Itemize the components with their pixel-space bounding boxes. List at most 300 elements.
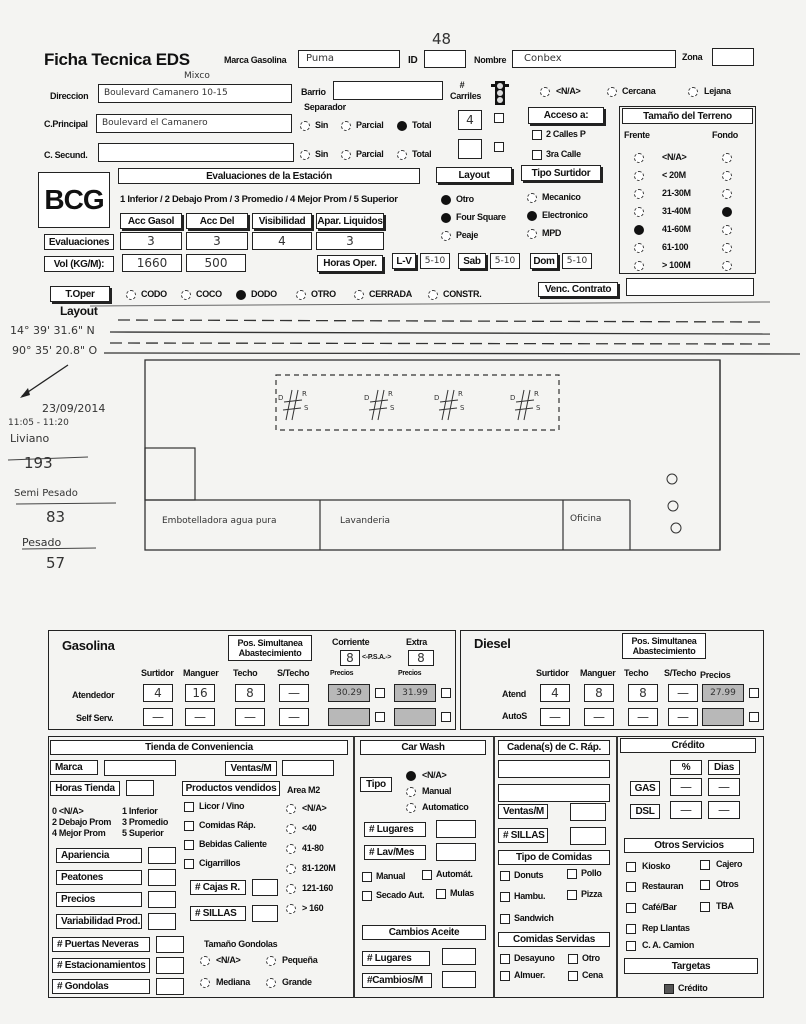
toper-label: T.Oper	[50, 286, 110, 302]
desayuno-check[interactable]	[500, 954, 510, 964]
hambu-check[interactable]	[500, 892, 510, 902]
acceso-3ra-check[interactable]	[532, 150, 542, 160]
sep2-total-label: Total	[412, 149, 432, 159]
gas-row2-text-1: —	[194, 710, 206, 724]
gas-row2-cell-3[interactable]	[279, 708, 309, 726]
diesel-col-1: Manguer	[580, 668, 616, 678]
eval-value-3[interactable]	[316, 232, 384, 250]
traffic-light-icon	[490, 80, 510, 108]
credito-gas-pct[interactable]: —	[670, 778, 702, 796]
carriles-value: 4	[466, 113, 474, 127]
cambios-title: Cambios Aceite	[362, 925, 486, 940]
tam-grande-radio[interactable]	[266, 978, 276, 988]
sketch-date: 23/09/2014	[42, 402, 106, 415]
nombre-label: Nombre	[474, 55, 507, 65]
lv-label: L-V	[392, 253, 416, 269]
cena-check[interactable]	[568, 971, 578, 981]
eval-value-text-2: 4	[278, 234, 286, 248]
venc-contrato-field[interactable]	[626, 278, 754, 296]
estacionamientos-field[interactable]	[156, 957, 184, 974]
eval-value-2[interactable]	[252, 232, 312, 250]
sandwich-label: Sandwich	[514, 913, 554, 923]
otro-servicio-label-4: Café/Bar	[642, 902, 677, 912]
gas-col-0: Surtidor	[141, 668, 174, 678]
sep1-sin-label: Sin	[315, 120, 329, 130]
otro-servicio-label-1: Cajero	[716, 859, 743, 869]
svg-text:S: S	[460, 404, 465, 412]
gondolas-label: # Gondolas	[52, 979, 150, 994]
carwash-mulas-label: Mulas	[450, 888, 475, 898]
layout-four-label: Four Square	[456, 212, 506, 222]
gas-price-corriente-text: 30.29	[336, 688, 362, 698]
terreno-fondo-radio-5[interactable]	[722, 243, 732, 253]
surtidor-electronico-radio[interactable]	[527, 211, 537, 221]
producto-label-2: Bebidas Caliente	[199, 839, 267, 849]
lv-text: 5-10	[424, 256, 446, 266]
terreno-frente-radio-2[interactable]	[634, 189, 644, 199]
terreno-frente-radio-3[interactable]	[634, 207, 644, 217]
corriente-value[interactable]	[340, 650, 360, 666]
gas-row1-check-extra[interactable]	[441, 688, 451, 698]
terreno-title: Tamaño del Terreno	[622, 108, 753, 124]
evaluaciones-title: Evaluaciones de la Estación	[118, 168, 420, 184]
diesel-pos-label: Pos. Simultanea Abastecimiento	[622, 633, 706, 659]
rating-field-3[interactable]	[148, 913, 176, 930]
desayuno-label: Desayuno	[514, 953, 555, 963]
otro-servicio-check-0[interactable]	[626, 862, 636, 872]
carwash-auto-label: Automatico	[422, 802, 469, 812]
comidas-servidas-title: Comidas Servidas	[498, 932, 610, 947]
building-oficina: Oficina	[570, 514, 602, 524]
pollo-check[interactable]	[567, 869, 577, 879]
extra-label: Extra	[406, 637, 428, 647]
direccion-label: Direccion	[50, 91, 89, 101]
gas-precios-label-2: Precios	[398, 670, 422, 677]
otro-servicio-check-6[interactable]	[626, 924, 636, 934]
layout-peaje-label: Peaje	[456, 230, 479, 240]
otro-servicio-check-1[interactable]	[700, 860, 710, 870]
donuts-label: Donuts	[514, 870, 544, 880]
carwash-secado-label: Secado Aut.	[376, 890, 425, 900]
tienda-horas-field[interactable]	[126, 780, 154, 796]
tam-na-radio[interactable]	[200, 956, 210, 966]
area-label-2: 41-80	[302, 843, 324, 853]
toper-radio-4[interactable]	[354, 290, 364, 300]
sep2-sin-radio[interactable]	[300, 150, 310, 160]
cadena-field-1[interactable]	[498, 760, 610, 778]
gas-row2-text-0: —	[152, 710, 164, 724]
carriles-label: # Carriles	[450, 80, 482, 101]
gas-row2-price-extra[interactable]	[394, 708, 436, 726]
producto-label-0: Licor / Vino	[199, 801, 245, 811]
scale-right-2: 5 Superior	[122, 828, 164, 838]
otro-servicio-label-2: Restauran	[642, 881, 684, 891]
vol-label: Vol (KG/M):	[44, 256, 114, 272]
gas-row1-price-extra[interactable]	[394, 684, 436, 702]
eval-value-0[interactable]	[120, 232, 182, 250]
gas-row1-label: Atendedor	[72, 690, 115, 700]
diesel-row1-text-2: 8	[639, 686, 647, 700]
terreno-frente-radio-0[interactable]	[634, 153, 644, 163]
diesel-row1-cell-2[interactable]	[628, 684, 658, 702]
producto-check-2[interactable]	[184, 840, 194, 850]
productos-title: Productos vendidos	[182, 781, 280, 796]
cadena-ventas-field[interactable]	[570, 803, 606, 821]
diesel-row2-price[interactable]	[702, 708, 744, 726]
terreno-option-label-5: 61-100	[662, 242, 689, 252]
svg-text:R: R	[534, 390, 539, 398]
cambios-mes-field[interactable]	[442, 971, 476, 988]
zona-field[interactable]	[712, 48, 754, 66]
carwash-title: Car Wash	[360, 740, 486, 755]
diesel-row1-check[interactable]	[749, 688, 759, 698]
toper-label-0: CODO	[141, 289, 167, 299]
extra-value[interactable]	[408, 650, 434, 666]
pump-island-1	[364, 390, 395, 420]
gas-row2-check-corriente[interactable]	[375, 712, 385, 722]
coord-lon: 90° 35' 20.8" O	[12, 344, 98, 357]
cadena-field-2[interactable]	[498, 784, 610, 802]
vol-gasol-value[interactable]	[122, 254, 182, 272]
carwash-manual-check-label: Manual	[376, 871, 406, 881]
tam-mediana-radio[interactable]	[200, 978, 210, 988]
id-label: ID	[408, 55, 418, 66]
cambios-mes-label: #Cambios/M	[362, 973, 432, 988]
vol-del-value[interactable]	[186, 254, 246, 272]
lv-value[interactable]	[420, 253, 450, 269]
diesel-row2-cell-2[interactable]	[628, 708, 658, 726]
rating-label-3: Variabilidad Prod.	[56, 914, 142, 929]
liviano-label: Liviano	[10, 432, 50, 445]
area-radio-3[interactable]	[286, 864, 296, 874]
zona-label: Zona	[682, 52, 703, 62]
toper-radio-2[interactable]	[236, 290, 246, 300]
acceso-2calles-check[interactable]	[532, 130, 542, 140]
barrio-field[interactable]	[333, 81, 443, 100]
vol-del-text: 500	[204, 256, 228, 270]
credito-pct-label: %	[670, 760, 702, 775]
rating-field-2[interactable]	[148, 891, 176, 908]
toper-label-4: CERRADA	[369, 289, 412, 299]
carwash-manual-radio[interactable]	[406, 787, 416, 797]
almuer-check[interactable]	[500, 971, 510, 981]
tarjeta-credito-check[interactable]	[664, 984, 674, 994]
sep1-total-label: Total	[412, 120, 432, 130]
gas-row2-check-extra[interactable]	[441, 712, 451, 722]
credito-dsl-pct[interactable]: —	[670, 801, 702, 819]
terreno-option-label-6: > 100M	[662, 260, 691, 270]
diesel-row1-label: Atend	[502, 689, 526, 699]
rating-label-0: Apariencia	[56, 848, 142, 863]
carwash-lav-field[interactable]	[436, 843, 476, 861]
sep1-sin-radio[interactable]	[300, 121, 310, 131]
rating-field-0[interactable]	[148, 847, 176, 864]
svg-text:S: S	[304, 404, 309, 412]
credito-dsl-dias[interactable]: —	[708, 801, 740, 819]
diesel-row2-cell-3[interactable]	[668, 708, 698, 726]
gas-row2-text-3: —	[288, 710, 300, 724]
producto-check-1[interactable]	[184, 821, 194, 831]
gondolas-field[interactable]	[156, 978, 184, 995]
pesado-value: 57	[46, 554, 66, 572]
gas-row1-check-corriente[interactable]	[375, 688, 385, 698]
terreno-fondo-radio-2[interactable]	[722, 189, 732, 199]
eval-col-header-0: Acc Gasol	[120, 213, 182, 229]
direccion-value: Boulevard Camanero 10-15	[104, 88, 228, 98]
diesel-row2-check[interactable]	[749, 712, 759, 722]
otro-servicio-label-5: TBA	[716, 901, 734, 911]
pizza-check[interactable]	[567, 890, 577, 900]
carwash-tipo-label: Tipo	[360, 777, 392, 792]
area-radio-0[interactable]	[286, 804, 296, 814]
area-title: Area M2	[287, 785, 320, 795]
prox-cercana-radio[interactable]	[607, 87, 617, 97]
direccion-note: Mixco	[184, 71, 210, 81]
rating-field-1[interactable]	[148, 869, 176, 886]
carwash-lugares-field[interactable]	[436, 820, 476, 838]
gas-row2-price-corriente[interactable]	[328, 708, 370, 726]
diesel-row1-price[interactable]	[702, 684, 744, 702]
diesel-row1-cell-1[interactable]	[584, 684, 614, 702]
eval-value-1[interactable]	[186, 232, 248, 250]
gas-row2-cell-2[interactable]	[235, 708, 265, 726]
dom-text: 5-10	[566, 256, 588, 266]
otro-servicio-label-0: Kiosko	[642, 861, 671, 871]
gas-row2-cell-0[interactable]	[143, 708, 173, 726]
svg-text:D: D	[434, 394, 440, 402]
diesel-row2-text-3: —	[677, 710, 689, 724]
csecund-label: C. Secund.	[44, 150, 88, 160]
liviano-value: 193	[24, 454, 53, 472]
otro-servicio-check-2[interactable]	[626, 882, 636, 892]
carwash-manual-check[interactable]	[362, 872, 372, 882]
cajas-label: # Cajas R.	[190, 880, 246, 895]
otro-servicio-check-4[interactable]	[626, 903, 636, 913]
credito-gas-dias[interactable]: —	[708, 778, 740, 796]
sep2-sin-label: Sin	[315, 149, 329, 159]
gas-row1-cell-1[interactable]	[185, 684, 215, 702]
tienda-marca-field[interactable]	[104, 760, 176, 776]
otros-servicios-title: Otros Servicios	[624, 838, 754, 853]
svg-text:S: S	[390, 404, 395, 412]
pump-island-3	[510, 390, 541, 420]
surtidor-mpd-radio[interactable]	[527, 229, 537, 239]
terreno-fondo-radio-4[interactable]	[722, 225, 732, 235]
terreno-frente-radio-5[interactable]	[634, 243, 644, 253]
terreno-fondo-radio-1[interactable]	[722, 171, 732, 181]
diesel-row1-text-1: 8	[595, 686, 603, 700]
terreno-option-label-0: <N/A>	[662, 152, 687, 162]
gas-row1-cell-2[interactable]	[235, 684, 265, 702]
carwash-na-radio[interactable]	[406, 771, 416, 781]
producto-check-0[interactable]	[184, 802, 194, 812]
layout-otro-radio[interactable]	[441, 195, 451, 205]
area-radio-2[interactable]	[286, 844, 296, 854]
area-radio-4[interactable]	[286, 884, 296, 894]
terreno-fondo-radio-6[interactable]	[722, 261, 732, 271]
cambios-lugares-field[interactable]	[442, 948, 476, 965]
carriles-check[interactable]	[494, 113, 504, 123]
toper-radio-3[interactable]	[296, 290, 306, 300]
divider-carwash	[353, 736, 355, 998]
diesel-col-0: Surtidor	[536, 668, 569, 678]
acceso-2calles-label: 2 Calles P	[546, 129, 586, 139]
diesel-row2-cell-1[interactable]	[584, 708, 614, 726]
prox-lejana-radio[interactable]	[688, 87, 698, 97]
tienda-ventas-field[interactable]	[282, 760, 334, 776]
pump-island-0	[278, 390, 309, 420]
terreno-frente-radio-6[interactable]	[634, 261, 644, 271]
marca-label: Marca Gasolina	[224, 55, 287, 65]
donuts-check[interactable]	[500, 871, 510, 881]
diesel-row2-label: AutoS	[502, 711, 527, 721]
dom-value[interactable]	[562, 253, 592, 269]
dom-label: Dom	[530, 253, 558, 269]
toper-radio-0[interactable]	[126, 290, 136, 300]
carriles-field[interactable]	[458, 110, 482, 130]
carwash-automat-label: Automát.	[436, 869, 473, 879]
carwash-na-label: <N/A>	[422, 770, 447, 780]
carwash-auto-radio[interactable]	[406, 803, 416, 813]
otro-comida-label: Otro	[582, 953, 600, 963]
otro-comida-check[interactable]	[568, 954, 578, 964]
cadena-sillas-label: # SILLAS	[498, 828, 548, 843]
diesel-row1-cell-3[interactable]	[668, 684, 698, 702]
scale-left-1: 2 Debajo Prom	[52, 817, 112, 827]
layout-four-radio[interactable]	[441, 213, 451, 223]
prox-cercana-label: Cercana	[622, 86, 656, 96]
svg-text:R: R	[302, 390, 307, 398]
svg-text:D: D	[364, 394, 370, 402]
sep2-parcial-radio[interactable]	[341, 150, 351, 160]
almuer-label: Almuer.	[514, 970, 545, 980]
terreno-fondo-radio-3[interactable]	[722, 207, 732, 217]
tam-gondolas-title: Tamaño Gondolas	[204, 939, 278, 949]
svg-text:R: R	[388, 390, 393, 398]
diesel-row2-cell-0[interactable]	[540, 708, 570, 726]
cadena-sillas-field[interactable]	[570, 827, 606, 845]
sep1-total-radio[interactable]	[397, 121, 407, 131]
terreno-frente-radio-1[interactable]	[634, 171, 644, 181]
svg-text:D: D	[278, 394, 284, 402]
building-embotelladora: Embotelladora agua pura	[162, 516, 277, 526]
cajas-field[interactable]	[252, 879, 278, 896]
toper-radio-5[interactable]	[428, 290, 438, 300]
terreno-fondo-radio-0[interactable]	[722, 153, 732, 163]
sep2-total-radio[interactable]	[397, 150, 407, 160]
gas-row1-cell-0[interactable]	[143, 684, 173, 702]
credito-dsl-label: DSL	[630, 804, 660, 819]
csecund-carriles-check[interactable]	[494, 142, 504, 152]
sab-label: Sab	[458, 253, 486, 269]
scale-right-1: 3 Promedio	[122, 817, 169, 827]
gas-row1-cell-3[interactable]	[279, 684, 309, 702]
diesel-row1-cell-0[interactable]	[540, 684, 570, 702]
layout-peaje-radio[interactable]	[441, 231, 451, 241]
csecund-carriles-field[interactable]	[458, 139, 482, 159]
carwash-lugares-label: # Lugares	[364, 822, 426, 837]
producto-check-3[interactable]	[184, 859, 194, 869]
otro-servicio-check-3[interactable]	[700, 880, 710, 890]
gasolina-title: Gasolina	[62, 638, 115, 653]
carwash-mulas-check[interactable]	[436, 889, 446, 899]
cadena-title: Cadena(s) de C. Ráp.	[498, 740, 610, 755]
terreno-fondo-label: Fondo	[712, 130, 738, 140]
neveras-label: # Puertas Neveras	[52, 937, 150, 952]
prox-na-label: <N/A>	[556, 86, 581, 96]
terreno-frente-radio-4[interactable]	[634, 225, 644, 235]
csecund-field[interactable]	[98, 143, 294, 162]
gas-row1-text-1: 16	[192, 686, 208, 700]
otro-servicio-check-5[interactable]	[700, 902, 710, 912]
psa-label: <-P.S.A.->	[362, 654, 392, 661]
area-radio-5[interactable]	[286, 904, 296, 914]
pizza-label: Pizza	[581, 889, 603, 899]
sep1-parcial-label: Parcial	[356, 120, 384, 130]
barrio-label: Barrio	[301, 87, 326, 97]
surtidor-mpd-label: MPD	[542, 228, 562, 238]
gas-row1-price-corriente[interactable]	[328, 684, 370, 702]
neveras-field[interactable]	[156, 936, 184, 953]
sandwich-check[interactable]	[500, 914, 510, 924]
acceso-3ra-label: 3ra Calle	[546, 149, 581, 159]
carwash-secado-check[interactable]	[362, 891, 372, 901]
tienda-sillas-field[interactable]	[252, 905, 278, 922]
tienda-ventas-label: Ventas/M	[225, 761, 277, 776]
evaluaciones-scale: 1 Inferior / 2 Debajo Prom / 3 Promedio / 4 Mejor Prom / 5 Superior	[120, 194, 398, 205]
sab-value[interactable]	[490, 253, 520, 269]
toper-label-1: COCO	[196, 289, 222, 299]
extra-text: 8	[417, 651, 425, 665]
gas-col-3: S/Techo	[277, 668, 310, 678]
cprincipal-value: Boulevard el Camanero	[102, 118, 208, 128]
scale-left-0: 0 <N/A>	[52, 806, 84, 816]
prox-na-radio[interactable]	[540, 87, 550, 97]
area-radio-1[interactable]	[286, 824, 296, 834]
diesel-row2-text-1: —	[593, 710, 605, 724]
id-field[interactable]	[424, 50, 466, 68]
svg-text:S: S	[536, 404, 541, 412]
tam-pequena-radio[interactable]	[266, 956, 276, 966]
gas-row2-cell-1[interactable]	[185, 708, 215, 726]
terreno-option-label-4: 41-60M	[662, 224, 691, 234]
otro-servicio-label-6: Rep Llantas	[642, 923, 690, 933]
diesel-price-text: 27.99	[710, 688, 736, 698]
carwash-automat-check[interactable]	[422, 870, 432, 880]
tam-grande-label: Grande	[282, 977, 312, 987]
otro-servicio-check-7[interactable]	[626, 941, 636, 951]
sep1-parcial-radio[interactable]	[341, 121, 351, 131]
surtidor-mecanico-radio[interactable]	[527, 193, 537, 203]
horas-oper-label: Horas Oper.	[317, 255, 383, 272]
bcg-logo: BCG	[38, 172, 110, 228]
eval-value-text-1: 3	[213, 234, 221, 248]
eval-col-header-1: Acc Del	[186, 213, 248, 229]
tienda-title: Tienda de Conveniencia	[50, 740, 348, 755]
corriente-label: Corriente	[332, 637, 370, 647]
scale-left-2: 4 Mejor Prom	[52, 828, 106, 838]
eval-col-header-2: Visibilidad	[252, 213, 312, 229]
credito-title: Crédito	[620, 738, 756, 753]
cambios-lugares-label: # Lugares	[362, 951, 430, 966]
gas-row1-text-2: 8	[246, 686, 254, 700]
gas-col-2: Techo	[233, 668, 258, 678]
diesel-row2-text-2: —	[637, 710, 649, 724]
otro-servicio-label-7: C. A. Camion	[642, 940, 695, 950]
toper-radio-1[interactable]	[181, 290, 191, 300]
coord-lat: 14° 39' 31.6" N	[10, 324, 95, 337]
separador-label: Separador	[304, 102, 346, 112]
